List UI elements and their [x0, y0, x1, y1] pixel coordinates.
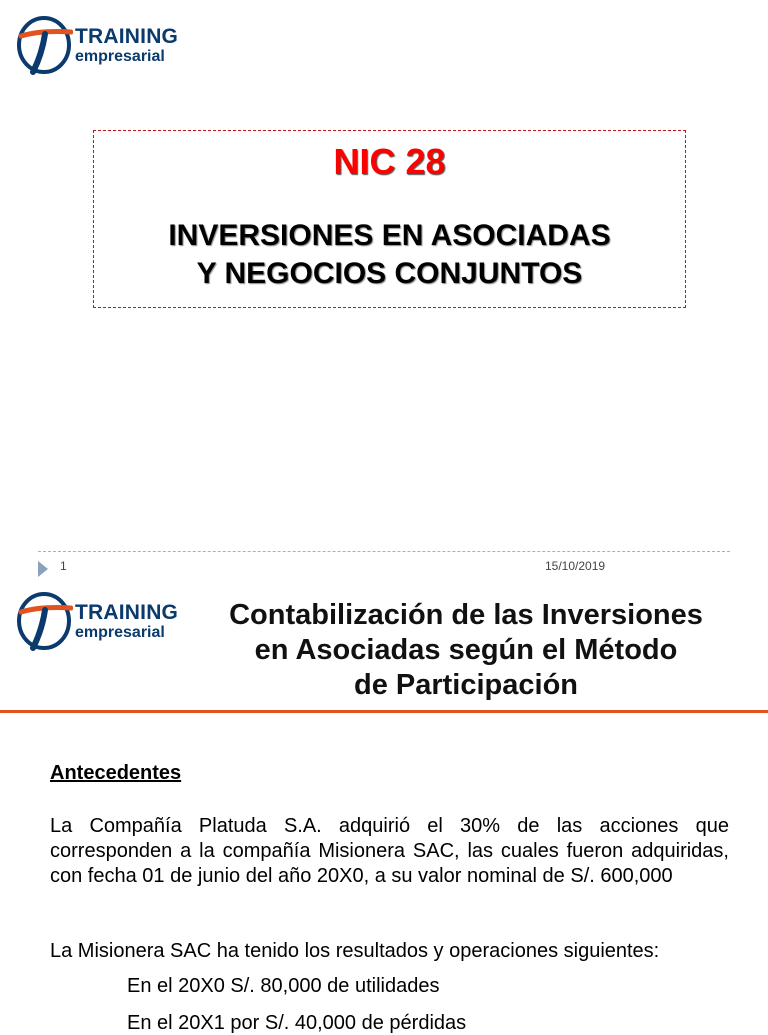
- slide2-title-line2: en Asociadas según el Método: [254, 634, 678, 666]
- slide2-title: [196, 598, 736, 703]
- training-logo-slide2: [15, 590, 178, 652]
- page-number: 1: [60, 559, 67, 573]
- logo-line2: empresarial: [75, 623, 165, 641]
- logo-line1: TRAINING: [75, 24, 179, 48]
- training-logo-icon: [15, 590, 73, 652]
- logo-line1: TRAINING: [75, 600, 179, 624]
- slide1-title: NIC 28: [333, 141, 446, 182]
- result-item: En el 20X1 por S/. 40,000 de pérdidas: [127, 1012, 467, 1034]
- slide1-subtitle-line2: Y NEGOCIOS CONJUNTOS: [196, 257, 583, 290]
- training-logo: [15, 14, 178, 76]
- slide2-title-line3: de Participación: [353, 669, 578, 701]
- logo-line2: empresarial: [75, 47, 165, 65]
- slide-divider: [38, 551, 730, 552]
- slide1-subtitle: [94, 217, 685, 293]
- paragraph-1: La Compañía Platuda S.A. adquirió el 30% de las acciones que corresponden a la compañía Misionera SAC, las cuales fueron adquiridas, con fecha 01 de junio del año 20X0, a su valor nominal de S/. 600,000: [50, 815, 729, 887]
- paragraph-2: La Misionera SAC ha tenido los resultados y operaciones siguientes:: [50, 940, 660, 962]
- section-heading: Antecedentes: [50, 762, 182, 784]
- slide1-subtitle-line1: INVERSIONES EN ASOCIADAS: [168, 219, 611, 252]
- training-logo-icon: [15, 14, 73, 76]
- slide2-title-line1: Contabilización de las Inversiones: [229, 599, 703, 631]
- title-underline: [0, 710, 768, 713]
- footer-arrow-icon: [38, 561, 48, 577]
- result-item: En el 20X0 S/. 80,000 de utilidades: [127, 975, 440, 997]
- page-date: 15/10/2019: [545, 559, 606, 573]
- slide1-title-box: [93, 130, 686, 308]
